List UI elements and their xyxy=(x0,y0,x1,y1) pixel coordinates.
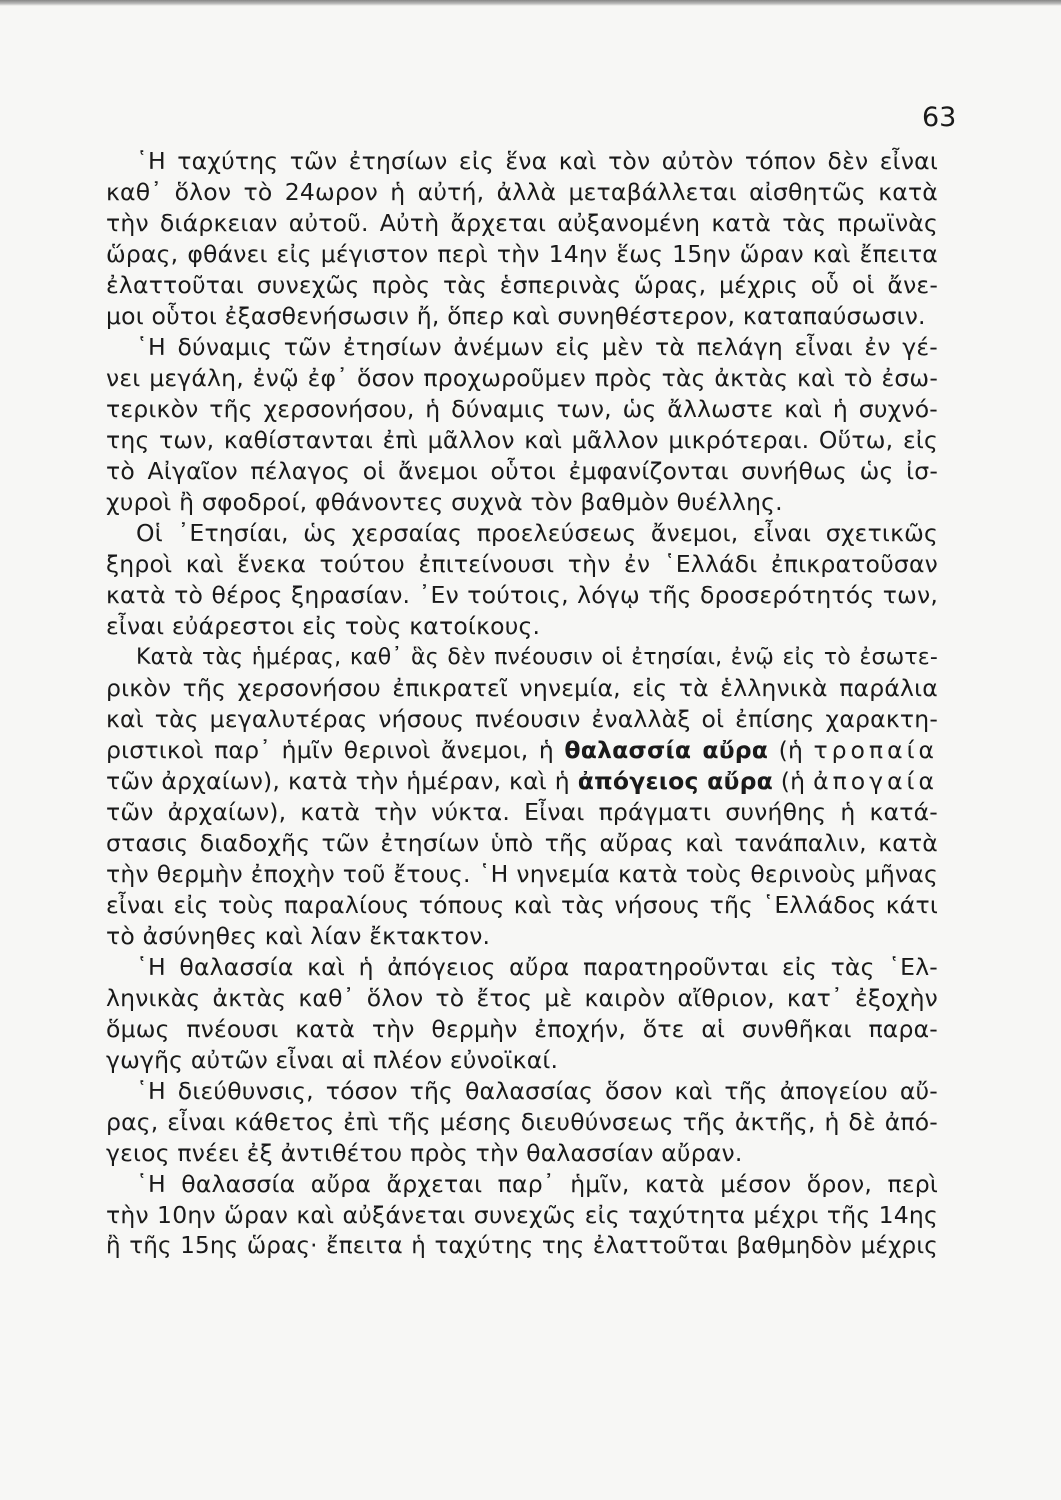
line-text: ληνικὰς ἀκτὰς καθ᾽ ὅλον τὸ ἔτος μὲ καιρὸν αἴθριον, κατ᾽ ἐξοχὴν xyxy=(106,984,938,1012)
text-line xyxy=(106,1138,938,1169)
line-text: εἶναι εἰς τοὺς παραλίους τόπους καὶ τὰς νήσους τῆς ῾Ελλάδος κάτι xyxy=(106,891,938,919)
line-text: τὴν θερμὴν ἐποχὴν τοῦ ἔτους. ῾Η νηνεμία κατὰ τοὺς θερινοὺς μῆνας xyxy=(106,860,938,888)
text-line xyxy=(106,1107,938,1138)
spaced-term: ἀπογαία xyxy=(813,767,938,795)
line-text-after: (ἡ xyxy=(772,767,806,795)
bold-term: θαλασσία αὔρα xyxy=(564,736,769,764)
scan-top-edge xyxy=(0,0,1061,6)
line-text: τῶν ἀρχαίων), κατὰ τὴν ἡμέραν, καὶ ἡ xyxy=(106,767,570,795)
text-line xyxy=(106,1045,938,1076)
line-text-after: (ἡ xyxy=(768,736,804,764)
line-text: τὴν 10ην ὥραν καὶ αὐξάνεται συνεχῶς εἰς ταχύτητα μέχρι τῆς 14ης xyxy=(106,1201,938,1229)
text-line xyxy=(106,270,938,301)
text-line xyxy=(106,332,938,363)
line-text: ξηροὶ καὶ ἕνεκα τούτου ἐπιτείνουσι τὴν ἐν ῾Ελλάδι ἐπικρατοῦσαν xyxy=(106,550,938,578)
text-line xyxy=(106,611,938,642)
page-number: 63 xyxy=(922,102,957,133)
line-text: τῶν ἀρχαίων), κατὰ τὴν νύκτα. Εἶναι πράγματι συνήθης ἡ κατά- xyxy=(106,798,938,826)
text-line xyxy=(106,983,938,1014)
text-line xyxy=(106,1200,938,1231)
text-line xyxy=(106,890,938,921)
line-text: ῾Η διεύθυνσις, τόσον τῆς θαλασσίας ὅσον καὶ τῆς ἀπογείου αὔ- xyxy=(136,1077,938,1105)
text-line xyxy=(106,1231,938,1262)
line-text: κατὰ τὸ θέρος ξηρασίαν. ᾽Εν τούτοις, λόγῳ τῆς δροσερότητός των, xyxy=(106,581,938,609)
line-text: ἢ τῆς 15ης ὥρας· ἔπειτα ἡ ταχύτης της ἐλαττοῦται βαθμηδὸν μέχρις xyxy=(106,1233,938,1259)
text-line xyxy=(106,146,938,177)
text-line xyxy=(106,921,938,952)
line-text: χυροὶ ἢ σφοδροί, φθάνοντες συχνὰ τὸν βαθμὸν θυέλλης. xyxy=(106,488,783,516)
line-text: στασις διαδοχῆς τῶν ἐτησίων ὑπὸ τῆς αὔρας καὶ τανάπαλιν, κατὰ xyxy=(106,829,938,857)
text-line xyxy=(106,859,938,890)
line-text: τὸ Αἰγαῖον πέλαγος οἱ ἄνεμοι οὗτοι ἐμφανίζονται συνήθως ὡς ἰσ- xyxy=(106,457,938,485)
line-text: μοι οὗτοι ἐξασθενήσωσιν ἤ, ὅπερ καὶ συνηθέστερον, καταπαύσωσιν. xyxy=(106,302,926,330)
text-line xyxy=(106,239,938,270)
spaced-term: τροπαία xyxy=(813,736,939,764)
line-text: ἐλαττοῦται συνεχῶς πρὸς τὰς ἑσπερινὰς ὥρας, μέχρις οὗ οἱ ἄνε- xyxy=(106,271,938,299)
text-line xyxy=(106,704,938,735)
text-line xyxy=(106,580,938,611)
text-line xyxy=(106,425,938,456)
line-text: Οἱ ᾽Ετησίαι, ὡς χερσαίας προελεύσεως ἄνεμοι, εἶναι σχετικῶς xyxy=(136,519,938,547)
text-line xyxy=(106,1169,938,1200)
text-line xyxy=(106,735,938,766)
line-text: καὶ τὰς μεγαλυτέρας νήσους πνέουσιν ἐναλλὰξ οἱ ἐπίσης χαρακτη- xyxy=(106,705,938,733)
line-text: εἶναι εὐάρεστοι εἰς τοὺς κατοίκους. xyxy=(106,612,541,640)
text-line xyxy=(106,1014,938,1045)
text-line xyxy=(106,828,938,859)
line-text: ρικὸν τῆς χερσονήσου ἐπικρατεῖ νηνεμία, εἰς τὰ ἑλληνικὰ παράλια xyxy=(106,674,938,702)
body-text xyxy=(106,146,938,1262)
text-line xyxy=(106,301,938,332)
line-text: τὴν διάρκειαν αὐτοῦ. Αὐτὴ ἄρχεται αὐξανομένη κατὰ τὰς πρωϊνὰς xyxy=(106,209,938,237)
line-text: ὅμως πνέουσι κατὰ τὴν θερμὴν ἐποχήν, ὅτε αἱ συνθῆκαι παρα- xyxy=(106,1015,938,1043)
text-line xyxy=(106,1076,938,1107)
text-line xyxy=(106,363,938,394)
line-text: γειος πνέει ἐξ ἀντιθέτου πρὸς τὴν θαλασσίαν αὔραν. xyxy=(106,1139,743,1167)
line-text: Κατὰ τὰς ἡμέρας, καθ᾽ ἃς δὲν πνέουσιν οἱ ἐτησίαι, ἐνῷ εἰς τὸ ἐσωτε- xyxy=(136,645,938,670)
line-text: ρας, εἶναι κάθετος ἐπὶ τῆς μέσης διευθύνσεως τῆς ἀκτῆς, ἡ δὲ ἀπό- xyxy=(106,1108,938,1136)
line-text: ῾Η ταχύτης τῶν ἐτησίων εἰς ἕνα καὶ τὸν αὐτὸν τόπον δὲν εἶναι xyxy=(136,147,938,175)
text-line xyxy=(106,673,938,704)
line-text: τὸ ἀσύνηθες καὶ λίαν ἔκτακτον. xyxy=(106,922,491,950)
text-line xyxy=(106,952,938,983)
text-line xyxy=(106,642,938,673)
text-line xyxy=(106,797,938,828)
bold-term: ἀπόγειος αὔρα xyxy=(577,767,773,795)
line-text: ῾Η θαλασσία καὶ ἡ ἀπόγειος αὔρα παρατηροῦνται εἰς τὰς ῾Ελ- xyxy=(136,953,938,981)
text-line xyxy=(106,487,938,518)
line-text: γωγῆς αὐτῶν εἶναι αἱ πλέον εὐνοϊκαί. xyxy=(106,1046,559,1074)
text-line xyxy=(106,394,938,425)
text-line xyxy=(106,456,938,487)
text-line xyxy=(106,177,938,208)
line-text: νει μεγάλη, ἐνῷ ἐφ᾽ ὅσον προχωροῦμεν πρὸς τὰς ἀκτὰς καὶ τὸ ἐσω- xyxy=(106,364,938,392)
line-text: ὥρας, φθάνει εἰς μέγιστον περὶ τὴν 14ην ἕως 15ην ὥραν καὶ ἔπειτα xyxy=(106,240,938,268)
text-line xyxy=(106,518,938,549)
line-text: ῾Η θαλασσία αὔρα ἄρχεται παρ᾽ ἡμῖν, κατὰ μέσον ὅρον, περὶ xyxy=(136,1170,938,1198)
line-text: ῾Η δύναμις τῶν ἐτησίων ἀνέμων εἰς μὲν τὰ πελάγη εἶναι ἐν γέ- xyxy=(136,333,938,361)
text-line xyxy=(106,549,938,580)
line-text: ριστικοὶ παρ᾽ ἡμῖν θερινοὶ ἄνεμοι, ἡ xyxy=(106,736,554,764)
text-line xyxy=(106,208,938,239)
line-text: τερικὸν τῆς χερσονήσου, ἡ δύναμις των, ὡς ἄλλωστε καὶ ἡ συχνό- xyxy=(106,395,938,423)
text-line xyxy=(106,766,938,797)
line-text: της των, καθίστανται ἐπὶ μᾶλλον καὶ μᾶλλον μικρότεραι. Οὕτω, εἰς xyxy=(106,426,938,454)
line-text: καθ᾽ ὅλον τὸ 24ωρον ἡ αὐτή, ἀλλὰ μεταβάλλεται αἰσθητῶς κατὰ xyxy=(106,178,938,206)
